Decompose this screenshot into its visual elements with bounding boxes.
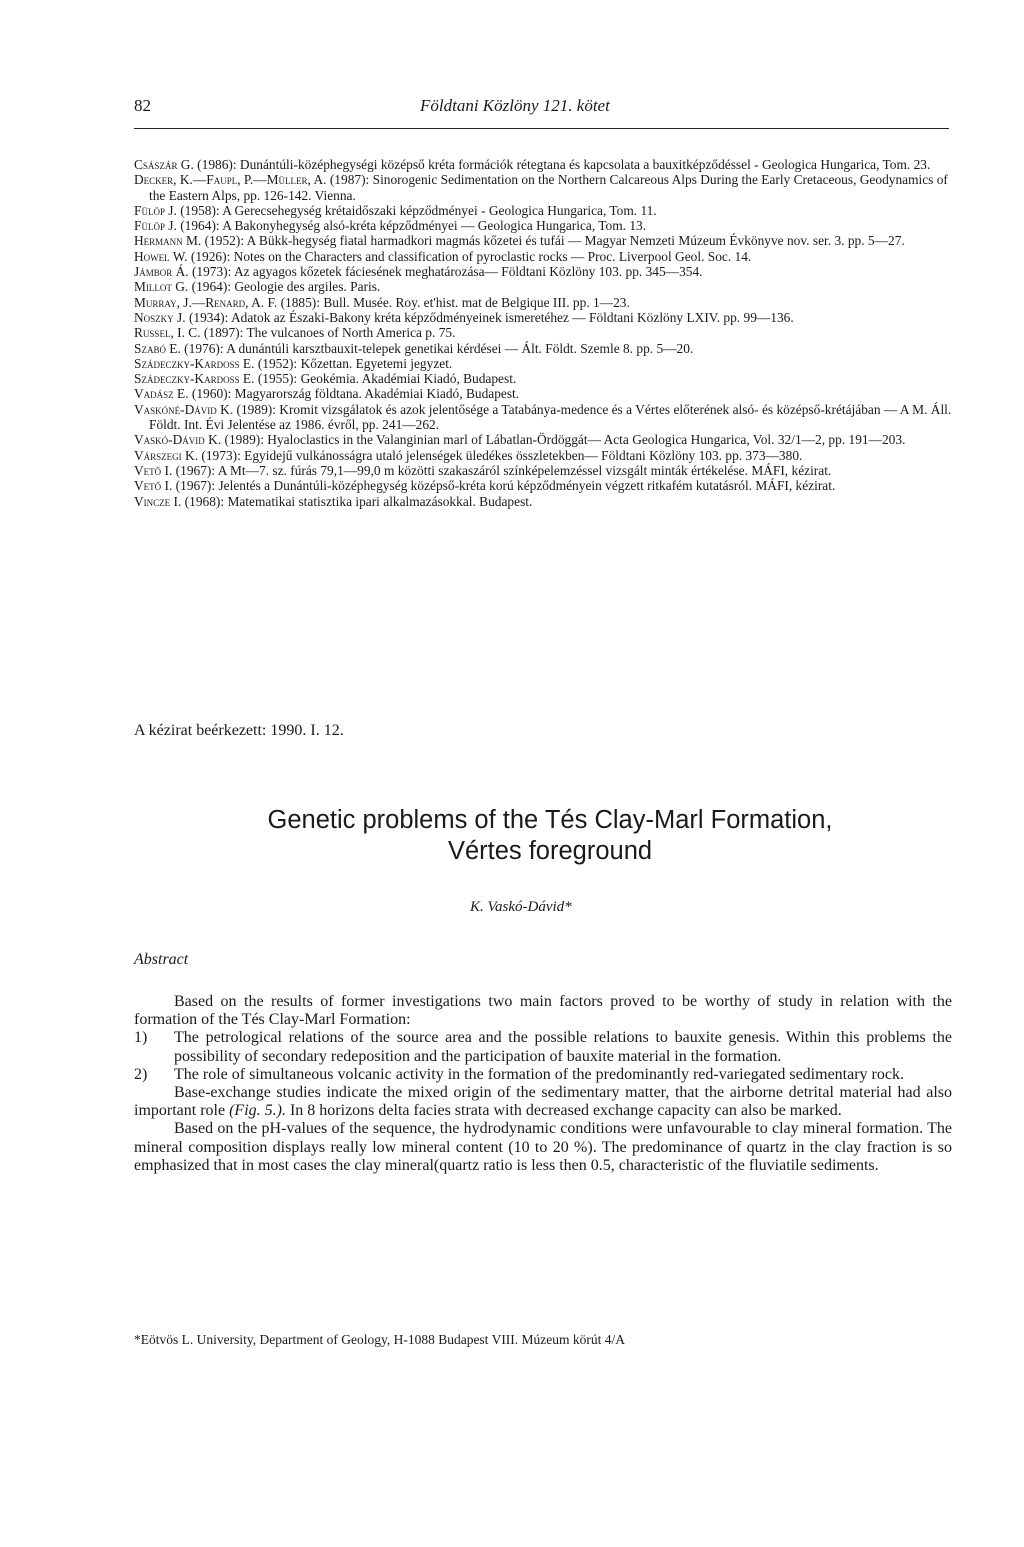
abstract-item xyxy=(134,1029,952,1065)
reference-entry xyxy=(134,402,954,433)
reference-text: (1952): A Bükk-hegység fiatal harmadkori magmás kőzetei és tufái — Magyar Nemzeti Múzeum Évkönyve nov. ser. 3. pp. 5—27. xyxy=(201,233,905,249)
reference-entry xyxy=(134,157,954,172)
reference-author: Noszky J. xyxy=(134,309,186,325)
reference-text: (1885): Bull. Musée. Roy. et'hist. mat de Belgique III. pp. 1—23. xyxy=(277,294,630,310)
reference-entry xyxy=(134,295,954,310)
reference-author: Szabó E. xyxy=(134,340,181,356)
reference-text: (1968): Matematikai statisztika ipari alkalmazásokkal. Budapest. xyxy=(181,493,533,509)
reference-text: (1897): The vulcanoes of North America p. 75. xyxy=(200,325,456,341)
abstract-heading: Abstract xyxy=(134,951,189,968)
figure-reference: (Fig. 5.). xyxy=(229,1102,286,1120)
affiliation-footnote: *Eötvös L. University, Department of Geology, H-1088 Budapest VIII. Múzeum körút 4/A xyxy=(134,1332,626,1347)
reference-entry xyxy=(134,494,954,509)
reference-author: Fülöp J. xyxy=(134,202,177,218)
reference-entry xyxy=(134,310,954,325)
reference-author: Vető I. xyxy=(134,478,173,494)
abstract-body xyxy=(134,993,952,1175)
abstract-intro: Based on the results of former investigations two main factors proved to be worthy of study in relation with the formation of the Tés Clay-Marl Formation: xyxy=(134,993,952,1029)
abstract-item xyxy=(134,1066,952,1084)
page-number: 82 xyxy=(134,96,151,115)
received-date: A kézirat beérkezett: 1990. I. 12. xyxy=(134,722,344,739)
reference-text: (1986): Dunántúli-középhegységi középső kréta formációk rétegtana és kapcsolata a bauxitképződéssel - Geologica Hungarica, Tom. 23. xyxy=(193,157,931,172)
article-author: K. Vaskó-Dávid* xyxy=(470,899,572,915)
reference-text: (1958): A Gerecsehegység krétaidőszaki képződményei - Geologica Hungarica, Tom. 11. xyxy=(176,202,657,218)
reference-author: Howel W. xyxy=(134,248,188,264)
reference-entry xyxy=(134,371,954,386)
reference-entry xyxy=(134,233,954,248)
reference-entry xyxy=(134,218,954,233)
reference-text: (1967): Jelentés a Dunántúli-középhegység középső-kréta korú képződményein végzett ritkafém kutatásról. MÁFI, kézirat. xyxy=(172,478,836,494)
reference-entry xyxy=(134,249,954,264)
reference-entry xyxy=(134,478,954,493)
reference-entry xyxy=(134,432,954,447)
reference-text: (1989): Kromit vizsgálatok és azok jelentősége a Tatabánya-medence és a Vértes előterének alsó- és középső-krétájában — A M. Áll. Földt. Int. Évi Jelentése az 1986. évről, pp. 241—262. xyxy=(149,401,952,433)
reference-entry xyxy=(134,356,954,371)
reference-author: Vadász E. xyxy=(134,386,189,402)
abstract-paragraph-3: Based on the pH-values of the sequence, the hydrodynamic conditions were unfavourable to clay mineral formation. The mineral composition displays really low mineral content (10 to 20 %). The predominance of quartz in the clay fraction is so emphasized that in most cases the clay mineral(quartz ratio is less then 0.5, characteristic of the fluviatile sediments. xyxy=(134,1120,952,1174)
reference-entry xyxy=(134,341,954,356)
reference-entry xyxy=(134,386,954,401)
reference-author: Vető I. xyxy=(134,462,173,478)
article-title xyxy=(200,805,900,867)
abstract-item-text: The role of simultaneous volcanic activity in the formation of the predominantly red-variegated sedimentary rock. xyxy=(174,1065,904,1083)
reference-text: (1987): Sinorogenic Sedimentation on the Northern Calcareous Alps During the Early Cretaceous, Geodynamics of the Eastern Alps, pp. 126-142. Vienna. xyxy=(149,172,948,203)
reference-author: Fülöp J. xyxy=(134,218,177,234)
reference-author: Millot G. xyxy=(134,279,189,295)
reference-entry xyxy=(134,172,954,203)
abstract-item-number: 2) xyxy=(134,1065,148,1083)
header-rule xyxy=(134,128,949,129)
reference-author: Hermann M. xyxy=(134,233,202,249)
reference-author: Császár G. xyxy=(134,157,194,172)
reference-entry xyxy=(134,448,954,463)
abstract-paragraph-2-text: Base-exchange studies indicate the mixed origin of the sedimentary matter, that the airborne detrital material had also important role xyxy=(134,1084,952,1120)
reference-text: (1967): A Mt—7. sz. fúrás 79,1—99,0 m közötti szakaszáról színképelemzéssel vizsgált minták értékelése. MÁFI, kézirat. xyxy=(172,462,832,478)
reference-author: Szádeczky-Kardoss E. xyxy=(134,371,255,387)
reference-author: Murray, J.—Renard, A. F. xyxy=(134,294,278,310)
reference-text: (1973): Egyidejű vulkánosságra utaló jelenségek üledékes összletekben— Földtani Közlöny 103. pp. 373—380. xyxy=(198,447,803,463)
reference-author: Vaskóné-Dávid K. xyxy=(134,401,234,417)
reference-entry xyxy=(134,325,954,340)
reference-text: (1934): Adatok az Északi-Bakony kréta képződményeinek ismeretéhez — Földtani Közlöny LXIV. pp. 99—136. xyxy=(185,309,794,325)
reference-text: (1989): Hyaloclastics in the Valanginian marl of Lábatlan-Ördöggát— Acta Geologica Hungarica, Vol. 32/1—2, pp. 191—203. xyxy=(221,432,906,448)
reference-text: (1976): A dunántúli karsztbauxit-telepek genetikai kérdései — Ált. Földt. Szemle 8. pp. 5—20. xyxy=(180,340,694,356)
reference-author: Jámbor Á. xyxy=(134,264,189,280)
reference-author: Szádeczky-Kardoss E. xyxy=(134,355,255,371)
reference-author: Russel, I. C. xyxy=(134,325,201,341)
reference-text: (1955): Geokémia. Akadémiai Kiadó, Budapest. xyxy=(254,371,517,387)
reference-author: Decker, K.—Faupl, P.—Müller, A. xyxy=(134,172,327,188)
reference-list xyxy=(134,157,954,509)
reference-author: Vincze I. xyxy=(134,493,182,509)
reference-entry xyxy=(134,279,954,294)
article-title-line-1: Genetic problems of the Tés Clay-Marl Formation, xyxy=(267,806,833,834)
reference-text: (1960): Magyarország földtana. Akadémiai Kiadó, Budapest. xyxy=(188,386,520,402)
abstract-item-text: The petrological relations of the source area and the possible relations to bauxite genesis. Within this problems the possibility of secondary redeposition and the participation of bauxite material in the formation. xyxy=(174,1029,952,1065)
reference-text: (1952): Kőzettan. Egyetemi jegyzet. xyxy=(254,355,453,371)
reference-entry xyxy=(134,203,954,218)
reference-entry xyxy=(134,463,954,478)
reference-text: (1973): Az agyagos kőzetek fáciesének meghatározása— Földtani Közlöny 103. pp. 345—354. xyxy=(188,264,703,280)
reference-text: (1926): Notes on the Characters and classification of pyroclastic rocks — Proc. Liverpool Geol. Soc. 14. xyxy=(187,248,752,264)
abstract-item-number: 1) xyxy=(134,1029,148,1047)
reference-author: Várszegi K. xyxy=(134,447,199,463)
reference-entry xyxy=(134,264,954,279)
reference-text: (1964): Geologie des argiles. Paris. xyxy=(188,279,381,295)
abstract-paragraph-2 xyxy=(134,1084,952,1120)
reference-author: Vaskó-Dávid K. xyxy=(134,432,222,448)
running-head: Földtani Közlöny 121. kötet xyxy=(420,96,610,115)
reference-text: (1964): A Bakonyhegység alsó-kréta képződményei — Geologica Hungarica, Tom. 13. xyxy=(176,218,647,234)
abstract-paragraph-2-text-end: In 8 horizons delta facies strata with decreased exchange capacity can also be marked. xyxy=(285,1102,842,1120)
article-title-line-2: Vértes foreground xyxy=(447,837,653,865)
